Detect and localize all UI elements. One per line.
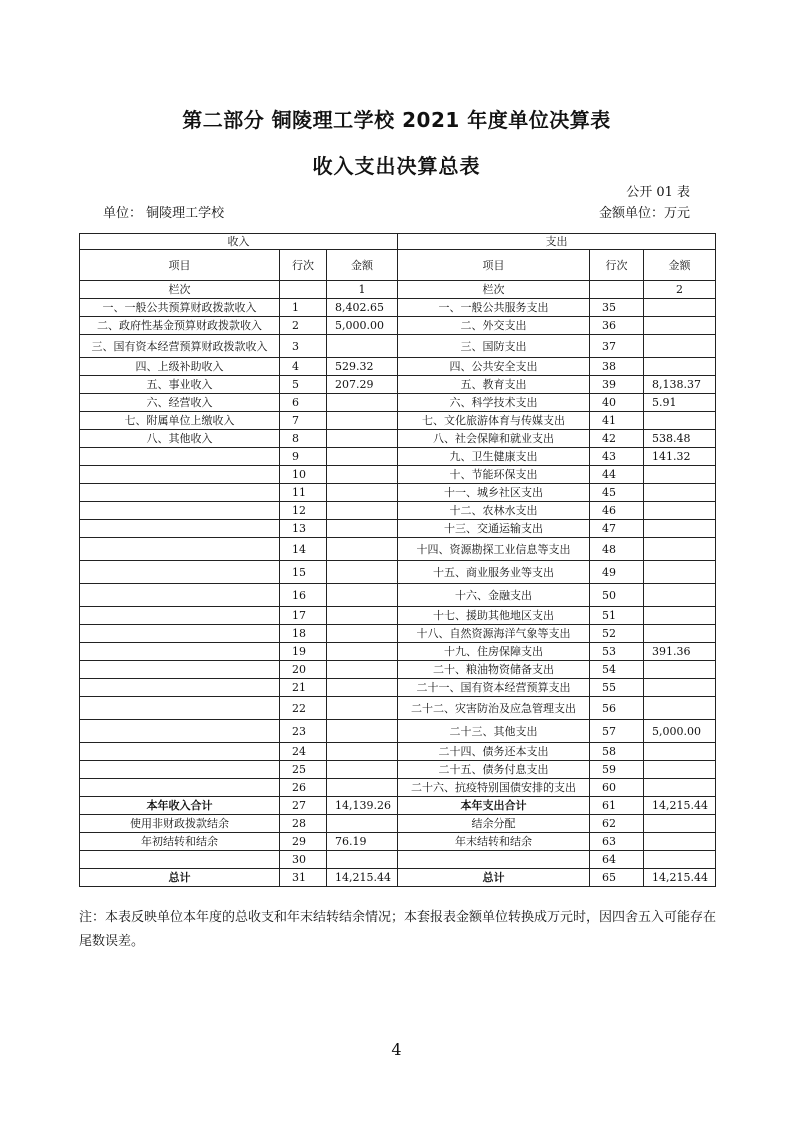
col-header-row-no: 行次: [280, 250, 327, 281]
table-row: [80, 815, 716, 833]
section-header-row: [80, 234, 716, 250]
income-amount-cell: [327, 412, 398, 430]
income-row-no-cell: 24: [280, 743, 327, 761]
income-row-no-cell: 16: [280, 584, 327, 607]
income-row-no-cell: 11: [280, 484, 327, 502]
expense-item-cell: 四、公共安全支出: [398, 358, 590, 376]
income-row-no-cell: 15: [280, 561, 327, 584]
lanci-label: 栏次: [80, 281, 280, 299]
income-item-cell: [80, 743, 280, 761]
expense-amount-cell: [644, 815, 716, 833]
table-row: [80, 643, 716, 661]
income-row-no-cell: 19: [280, 643, 327, 661]
income-item-cell: 四、上级补助收入: [80, 358, 280, 376]
income-section-header: 收入: [80, 234, 398, 250]
income-item-cell: [80, 643, 280, 661]
table-row: [80, 797, 716, 815]
expense-amount-cell: [644, 607, 716, 625]
expense-row-no-cell: 40: [590, 394, 644, 412]
expense-row-no-cell: 57: [590, 720, 644, 743]
income-item-cell: [80, 661, 280, 679]
expense-row-no-cell: 41: [590, 412, 644, 430]
income-item-cell: [80, 679, 280, 697]
income-amount-cell: [327, 815, 398, 833]
income-item-cell: [80, 466, 280, 484]
table-row: [80, 720, 716, 743]
income-amount-cell: [327, 466, 398, 484]
expense-row-no-cell: 44: [590, 466, 644, 484]
expense-item-cell: 二、外交支出: [398, 317, 590, 335]
expense-item-cell: 二十四、债务还本支出: [398, 743, 590, 761]
expense-row-no-cell: 54: [590, 661, 644, 679]
income-row-no-cell: 17: [280, 607, 327, 625]
col-header-item-expense: 项目: [398, 250, 590, 281]
expense-row-no-cell: 51: [590, 607, 644, 625]
table-row: [80, 484, 716, 502]
income-item-cell: 三、国有资本经营预算财政拨款收入: [80, 335, 280, 358]
income-expense-table: [79, 233, 716, 887]
table-body: [80, 234, 716, 887]
expense-row-no-cell: 46: [590, 502, 644, 520]
table-row: [80, 335, 716, 358]
income-row-no-cell: 7: [280, 412, 327, 430]
table-row: [80, 520, 716, 538]
income-row-no-cell: 3: [280, 335, 327, 358]
income-row-no-cell: 2: [280, 317, 327, 335]
income-item-cell: 八、其他收入: [80, 430, 280, 448]
income-amount-cell: [327, 720, 398, 743]
income-row-no-cell: 10: [280, 466, 327, 484]
income-amount-cell: [327, 335, 398, 358]
expense-amount-cell: [644, 697, 716, 720]
expense-item-cell: 本年支出合计: [398, 797, 590, 815]
expense-amount-cell: [644, 484, 716, 502]
expense-item-cell: 结余分配: [398, 815, 590, 833]
expense-row-no-cell: 56: [590, 697, 644, 720]
table-title: 收入支出决算总表: [312, 154, 481, 178]
expense-item-cell: 总计: [398, 869, 590, 887]
expense-amount-cell: [644, 466, 716, 484]
income-amount-cell: 14,139.26: [327, 797, 398, 815]
table-row: [80, 430, 716, 448]
column-header-row: [80, 250, 716, 281]
income-item-cell: 五、事业收入: [80, 376, 280, 394]
income-row-no-cell: 6: [280, 394, 327, 412]
income-item-cell: [80, 584, 280, 607]
expense-row-no-cell: 45: [590, 484, 644, 502]
expense-amount-cell: [644, 679, 716, 697]
expense-item-cell: 五、教育支出: [398, 376, 590, 394]
table-row: [80, 833, 716, 851]
money-unit-label: 金额单位：万元: [598, 206, 690, 221]
expense-amount-cell: 5.91: [644, 394, 716, 412]
expense-item-cell: 二十、粮油物资储备支出: [398, 661, 590, 679]
expense-item-cell: 二十一、国有资本经营预算支出: [398, 679, 590, 697]
income-item-cell: 二、政府性基金预算财政拨款收入: [80, 317, 280, 335]
expense-amount-cell: 14,215.44: [644, 869, 716, 887]
expense-item-cell: 二十二、灾害防治及应急管理支出: [398, 697, 590, 720]
income-amount-cell: 5,000.00: [327, 317, 398, 335]
table-row: [80, 466, 716, 484]
income-item-cell: [80, 779, 280, 797]
expense-row-no-cell: 62: [590, 815, 644, 833]
expense-row-no-cell: 48: [590, 538, 644, 561]
income-amount-cell: 8,402.65: [327, 299, 398, 317]
table-row: [80, 607, 716, 625]
expense-amount-cell: [644, 851, 716, 869]
income-row-no-cell: 18: [280, 625, 327, 643]
income-amount-cell: [327, 538, 398, 561]
expense-amount-cell: [644, 538, 716, 561]
column-index-row: [80, 281, 716, 299]
expense-row-no-cell: 58: [590, 743, 644, 761]
table-row: [80, 502, 716, 520]
expense-row-no-cell: 49: [590, 561, 644, 584]
income-amount-cell: [327, 607, 398, 625]
expense-item-cell: 年末结转和结余: [398, 833, 590, 851]
expense-amount-cell: 14,215.44: [644, 797, 716, 815]
income-item-cell: 七、附属单位上缴收入: [80, 412, 280, 430]
col-header-amount: 金额: [327, 250, 398, 281]
income-amount-cell: [327, 851, 398, 869]
income-row-no-cell: 4: [280, 358, 327, 376]
expense-amount-cell: [644, 335, 716, 358]
expense-section-header: 支出: [398, 234, 716, 250]
expense-row-no-cell: 63: [590, 833, 644, 851]
income-row-no-cell: 20: [280, 661, 327, 679]
expense-amount-cell: [644, 502, 716, 520]
table-row: [80, 679, 716, 697]
income-row-no-cell: 13: [280, 520, 327, 538]
income-amount-cell: [327, 679, 398, 697]
income-amount-cell: [327, 697, 398, 720]
income-amount-cell: [327, 502, 398, 520]
expense-item-cell: 八、社会保障和就业支出: [398, 430, 590, 448]
income-row-no-cell: 23: [280, 720, 327, 743]
expense-row-no-cell: 36: [590, 317, 644, 335]
expense-amount-cell: 8,138.37: [644, 376, 716, 394]
page-number: 4: [391, 1040, 402, 1059]
income-row-no-cell: 27: [280, 797, 327, 815]
income-item-cell: [80, 697, 280, 720]
col-header-item: 项目: [80, 250, 280, 281]
income-item-cell: 使用非财政拨款结余: [80, 815, 280, 833]
expense-item-cell: 二十三、其他支出: [398, 720, 590, 743]
income-amount-cell: [327, 761, 398, 779]
page-title: 第二部分 铜陵理工学校 2021 年度单位决算表: [182, 108, 611, 132]
expense-item-cell: 十六、金融支出: [398, 584, 590, 607]
expense-amount-cell: [644, 317, 716, 335]
income-row-no-cell: 14: [280, 538, 327, 561]
table-row: [80, 412, 716, 430]
income-amount-cell: 76.19: [327, 833, 398, 851]
expense-item-cell: 六、科学技术支出: [398, 394, 590, 412]
expense-row-no-cell: 47: [590, 520, 644, 538]
income-amount-cell: 207.29: [327, 376, 398, 394]
expense-item-cell: 十四、资源勘探工业信息等支出: [398, 538, 590, 561]
expense-item-cell: 一、一般公共服务支出: [398, 299, 590, 317]
income-item-cell: 一、一般公共预算财政拨款收入: [80, 299, 280, 317]
expense-item-cell: 十二、农林水支出: [398, 502, 590, 520]
expense-item-cell: 十、节能环保支出: [398, 466, 590, 484]
income-item-cell: [80, 502, 280, 520]
income-amount-cell: [327, 561, 398, 584]
income-amount-cell: [327, 779, 398, 797]
income-item-cell: [80, 625, 280, 643]
income-item-cell: 年初结转和结余: [80, 833, 280, 851]
table-row: [80, 761, 716, 779]
expense-amount-cell: [644, 779, 716, 797]
income-amount-cell: [327, 625, 398, 643]
income-amount-cell: [327, 584, 398, 607]
expense-row-no-cell: 65: [590, 869, 644, 887]
income-item-cell: [80, 720, 280, 743]
income-item-cell: 本年收入合计: [80, 797, 280, 815]
table-row: [80, 779, 716, 797]
expense-item-cell: 二十六、抗疫特别国债安排的支出: [398, 779, 590, 797]
expense-row-no-cell: 64: [590, 851, 644, 869]
income-row-no-cell: 30: [280, 851, 327, 869]
income-item-cell: [80, 538, 280, 561]
table-row: [80, 625, 716, 643]
income-amount-cell: 529.32: [327, 358, 398, 376]
table-row: [80, 697, 716, 720]
income-amount-cell: [327, 661, 398, 679]
income-item-cell: 六、经营收入: [80, 394, 280, 412]
income-item-cell: [80, 448, 280, 466]
expense-amount-cell: [644, 743, 716, 761]
income-row-no-cell: 8: [280, 430, 327, 448]
table-row: [80, 376, 716, 394]
table-row: [80, 584, 716, 607]
income-item-cell: [80, 520, 280, 538]
income-row-no-cell: 5: [280, 376, 327, 394]
income-amount-cell: [327, 484, 398, 502]
expense-row-no-cell: 50: [590, 584, 644, 607]
income-row-no-cell: 28: [280, 815, 327, 833]
income-row-no-cell: 31: [280, 869, 327, 887]
expense-item-cell: 十三、交通运输支出: [398, 520, 590, 538]
income-item-cell: [80, 484, 280, 502]
table-note: 注：本表反映单位本年度的总收支和年末结转结余情况；本套报表金额单位转换成万元时，因四舍五入可能存在尾数误差。: [79, 910, 717, 949]
expense-amount-cell: 538.48: [644, 430, 716, 448]
expense-amount-cell: 391.36: [644, 643, 716, 661]
income-row-no-cell: 26: [280, 779, 327, 797]
expense-item-cell: 十七、援助其他地区支出: [398, 607, 590, 625]
income-item-cell: 总计: [80, 869, 280, 887]
expense-item-cell: 十八、自然资源海洋气象等支出: [398, 625, 590, 643]
expense-row-no-cell: 37: [590, 335, 644, 358]
expense-row-no-cell: 43: [590, 448, 644, 466]
table-row: [80, 869, 716, 887]
expense-row-no-cell: 38: [590, 358, 644, 376]
expense-item-cell: 二十五、债务付息支出: [398, 761, 590, 779]
income-row-no-cell: 1: [280, 299, 327, 317]
income-item-cell: [80, 851, 280, 869]
lanci-1: 1: [327, 281, 398, 299]
expense-amount-cell: [644, 520, 716, 538]
income-item-cell: [80, 561, 280, 584]
income-amount-cell: [327, 743, 398, 761]
income-amount-cell: [327, 430, 398, 448]
expense-row-no-cell: 42: [590, 430, 644, 448]
income-row-no-cell: 25: [280, 761, 327, 779]
expense-amount-cell: [644, 412, 716, 430]
expense-item-cell: [398, 851, 590, 869]
expense-row-no-cell: 60: [590, 779, 644, 797]
expense-row-no-cell: 55: [590, 679, 644, 697]
expense-row-no-cell: 35: [590, 299, 644, 317]
income-amount-cell: [327, 520, 398, 538]
expense-row-no-cell: 53: [590, 643, 644, 661]
table-row: [80, 394, 716, 412]
expense-amount-cell: 5,000.00: [644, 720, 716, 743]
income-amount-cell: 14,215.44: [327, 869, 398, 887]
expense-item-cell: 十五、商业服务业等支出: [398, 561, 590, 584]
lanci-2: 2: [644, 281, 716, 299]
table-row: [80, 538, 716, 561]
table-row: [80, 661, 716, 679]
expense-amount-cell: [644, 625, 716, 643]
expense-item-cell: 十九、住房保障支出: [398, 643, 590, 661]
income-amount-cell: [327, 394, 398, 412]
income-row-no-cell: 21: [280, 679, 327, 697]
table-row: [80, 743, 716, 761]
expense-row-no-cell: 52: [590, 625, 644, 643]
expense-amount-cell: [644, 833, 716, 851]
table-row: [80, 561, 716, 584]
lanci-blank: [280, 281, 327, 299]
income-row-no-cell: 12: [280, 502, 327, 520]
income-amount-cell: [327, 643, 398, 661]
expense-item-cell: 七、文化旅游体育与传媒支出: [398, 412, 590, 430]
col-header-row-no-expense: 行次: [590, 250, 644, 281]
expense-amount-cell: 141.32: [644, 448, 716, 466]
lanci-blank-expense: [590, 281, 644, 299]
income-amount-cell: [327, 448, 398, 466]
expense-amount-cell: [644, 299, 716, 317]
expense-amount-cell: [644, 561, 716, 584]
income-row-no-cell: 9: [280, 448, 327, 466]
table-row: [80, 299, 716, 317]
form-number: 公开 01 表: [626, 185, 690, 200]
lanci-label-expense: 栏次: [398, 281, 590, 299]
table-row: [80, 851, 716, 869]
income-row-no-cell: 22: [280, 697, 327, 720]
expense-amount-cell: [644, 584, 716, 607]
expense-item-cell: 三、国防支出: [398, 335, 590, 358]
expense-amount-cell: [644, 761, 716, 779]
unit-label: 单位： 铜陵理工学校: [103, 206, 225, 221]
table-row: [80, 317, 716, 335]
expense-amount-cell: [644, 661, 716, 679]
table-row: [80, 448, 716, 466]
income-item-cell: [80, 761, 280, 779]
expense-item-cell: 九、卫生健康支出: [398, 448, 590, 466]
expense-amount-cell: [644, 358, 716, 376]
table-row: [80, 358, 716, 376]
expense-row-no-cell: 61: [590, 797, 644, 815]
income-row-no-cell: 29: [280, 833, 327, 851]
expense-item-cell: 十一、城乡社区支出: [398, 484, 590, 502]
expense-row-no-cell: 59: [590, 761, 644, 779]
income-item-cell: [80, 607, 280, 625]
expense-row-no-cell: 39: [590, 376, 644, 394]
col-header-amount-expense: 金额: [644, 250, 716, 281]
